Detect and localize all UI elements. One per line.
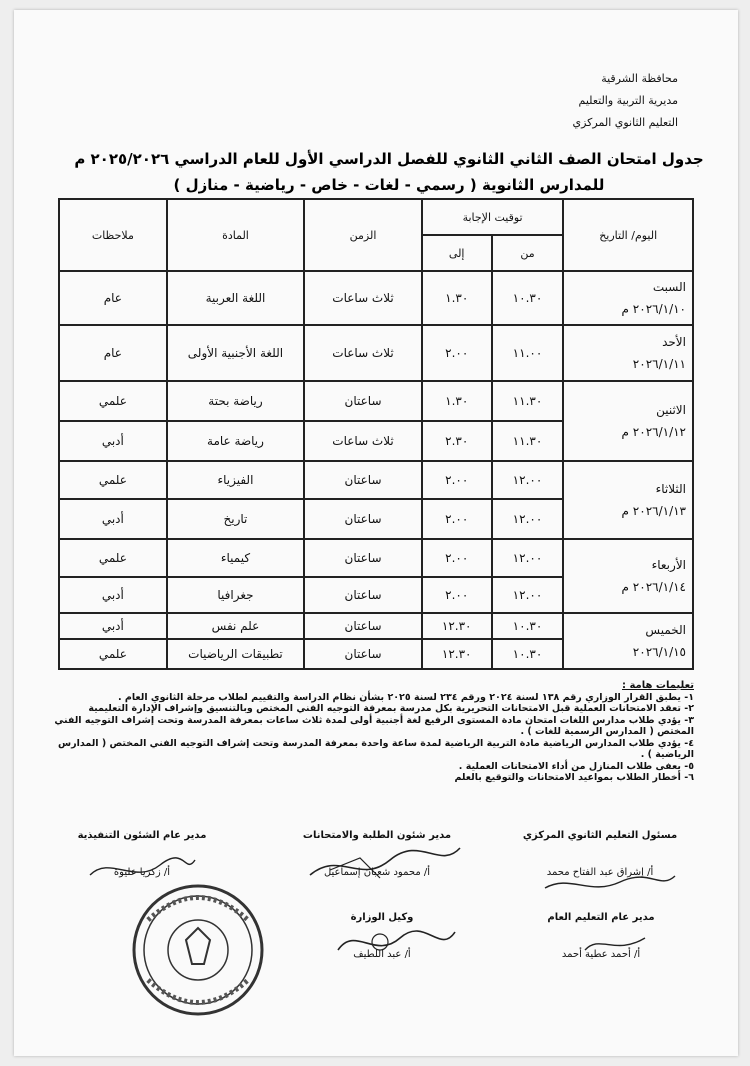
duration: ساعتان <box>304 461 422 499</box>
duration: ساعتان <box>304 539 422 577</box>
time-to: ٢.٠٠ <box>422 539 492 577</box>
handwritten-signature <box>330 920 460 965</box>
note: عام <box>59 325 167 381</box>
day-cell: الأربعاء ٢٠٢٦/١/١٤ م <box>563 539 693 613</box>
day-cell: الاثنين ٢٠٢٦/١/١٢ م <box>563 381 693 461</box>
note: علمي <box>59 539 167 577</box>
time-from: ١١.٣٠ <box>492 421 564 461</box>
subject: اللغة الأجنبية الأولى <box>167 325 305 381</box>
time-to: ١.٣٠ <box>422 271 492 325</box>
signature-title: مدير شئون الطلبة والامتحانات <box>302 830 452 841</box>
time-to: ١٢.٣٠ <box>422 613 492 639</box>
instruction-item: ٤- يؤدي طلاب المدارس الرياضية مادة التربية الرياضية لمدة ساعة واحدة بمعرفة المدرسة وتحت إشراف التوجيه الفني المختص ( المدارس الرياضية ) . <box>58 737 694 760</box>
duration: ثلاث ساعات <box>304 325 422 381</box>
signature-name: أ/ عبد اللطيف <box>353 949 411 960</box>
handwritten-signature <box>540 870 680 900</box>
handwritten-signature <box>300 840 470 890</box>
day-cell: الثلاثاء ٢٠٢٦/١/١٣ م <box>563 461 693 539</box>
duration: ثلاث ساعات <box>304 421 422 461</box>
header-subject: المادة <box>167 199 305 271</box>
day-cell: الخميس ٢٠٢٦/١/١٥ <box>563 613 693 669</box>
time-to: ٢.٠٠ <box>422 577 492 613</box>
time-from: ١٢.٠٠ <box>492 539 564 577</box>
time-to: ٢.٠٠ <box>422 461 492 499</box>
subject: الفيزياء <box>167 461 305 499</box>
header-day: اليوم/ التاريخ <box>563 199 693 271</box>
time-from: ١٠.٣٠ <box>492 613 564 639</box>
time-to: ١٢.٣٠ <box>422 639 492 669</box>
time-from: ١٢.٠٠ <box>492 577 564 613</box>
time-from: ١٢.٠٠ <box>492 499 564 539</box>
table-row <box>59 613 693 639</box>
signature-title: مدير عام التعليم العام <box>547 912 655 923</box>
note: عام <box>59 271 167 325</box>
document-subtitle: للمدارس الثانوية ( رسمي - لغات - خاص - رياضية - منازل ) <box>173 176 605 194</box>
duration: ساعتان <box>304 613 422 639</box>
day-cell: السبت ٢٠٢٦/١/١٠ م <box>563 271 693 325</box>
subject: جغرافيا <box>167 577 305 613</box>
subject: اللغة العربية <box>167 271 305 325</box>
time-from: ١١.٠٠ <box>492 325 564 381</box>
official-seal <box>128 880 268 1020</box>
handwritten-signature <box>580 930 650 960</box>
duration: ساعتان <box>304 577 422 613</box>
note: علمي <box>59 639 167 669</box>
subject: رياضة بحتة <box>167 381 305 421</box>
table-row <box>59 271 693 325</box>
document-title: جدول امتحان الصف الثاني الثانوي للفصل الدراسي الأول للعام الدراسي ٢٠٢٥/٢٠٢٦ م <box>74 150 704 168</box>
header-from: من <box>492 235 564 271</box>
time-to: ١.٣٠ <box>422 381 492 421</box>
letterhead <box>573 68 679 134</box>
subject: كيمياء <box>167 539 305 577</box>
duration: ساعتان <box>304 639 422 669</box>
duration: ساعتان <box>304 499 422 539</box>
scan-watermark <box>724 40 734 160</box>
instruction-item: ٣- يؤدي طلاب مدارس اللغات امتحان مادة المستوى الرفيع لغة أجنبية أولى لمدة ثلاث ساعات بمعرفة المدرسة وتحت إشراف التوجيه الفني المختص ( المدارس الرسمية للغات ) . <box>54 714 694 737</box>
signature-name: أ/ إشراق عبد الفتاح محمد <box>546 867 654 878</box>
note: أدبي <box>59 577 167 613</box>
instruction-item: ٢- تعقد الامتحانات العملية قبل الامتحانات التحريرية بكل مدرسة بمعرفة التوجيه الفني المختص وبالتنسيق وإشراف الإدارة التعليمية <box>88 703 694 714</box>
note: علمي <box>59 461 167 499</box>
exam-schedule-table <box>58 198 694 670</box>
time-from: ١٠.٣٠ <box>492 639 564 669</box>
note: أدبي <box>59 499 167 539</box>
time-to: ٢.٠٠ <box>422 499 492 539</box>
note: أدبي <box>59 421 167 461</box>
table-row <box>59 539 693 577</box>
instruction-item: ٦- أخطار الطلاب بمواعيد الامتحانات والتوقيع بالعلم <box>454 772 694 783</box>
signature-name: أ/ محمود شعبان إسماعيل <box>323 867 431 878</box>
note: أدبي <box>59 613 167 639</box>
duration: ساعتان <box>304 381 422 421</box>
table-row <box>59 461 693 499</box>
letterhead-department: التعليم الثانوي المركزي <box>572 116 678 129</box>
time-from: ١٠.٣٠ <box>492 271 564 325</box>
table-row <box>59 325 693 381</box>
letterhead-directorate: مديرية التربية والتعليم <box>578 94 678 107</box>
subject: تاريخ <box>167 499 305 539</box>
duration: ثلاث ساعات <box>304 271 422 325</box>
signature-title: مسئول التعليم الثانوي المركزي <box>522 830 678 841</box>
subject: علم نفس <box>167 613 305 639</box>
instruction-item: ١- يطبق القرار الوزاري رقم ١٣٨ لسنة ٢٠٢٤ ورقم ٢٣٤ لسنة ٢٠٢٥ بشأن نظام الدراسة والتقييم لطلاب مرحلة الثانوي العام . <box>117 691 694 703</box>
time-from: ١٢.٠٠ <box>492 461 564 499</box>
time-to: ٢.٣٠ <box>422 421 492 461</box>
subject: تطبيقات الرياضيات <box>167 639 305 669</box>
time-to: ٢.٠٠ <box>422 325 492 381</box>
instruction-item: ٥- يعفى طلاب المنازل من أداء الامتحانات العملية . <box>458 760 694 772</box>
letterhead-governorate: محافظة الشرقية <box>601 72 678 85</box>
signature-title: وكيل الوزارة <box>350 912 414 923</box>
subject: رياضة عامة <box>167 421 305 461</box>
signature-title: مدير عام الشئون التنفيذية <box>77 830 207 841</box>
signature-name: أ/ زكريا عليوة <box>113 867 171 878</box>
instructions-block <box>54 680 694 784</box>
signature-name: أ/ أحمد عطية أحمد <box>561 949 641 960</box>
table-row <box>59 381 693 421</box>
header-duration: الزمن <box>304 199 422 271</box>
time-from: ١١.٣٠ <box>492 381 564 421</box>
note: علمي <box>59 381 167 421</box>
header-to: إلى <box>422 235 492 271</box>
instructions-heading: تعليمات هامة : <box>622 680 694 691</box>
day-cell: الأحد ٢٠٢٦/١/١١ <box>563 325 693 381</box>
header-notes: ملاحظات <box>59 199 167 271</box>
header-answer-time: توقيت الإجابة <box>422 199 564 235</box>
